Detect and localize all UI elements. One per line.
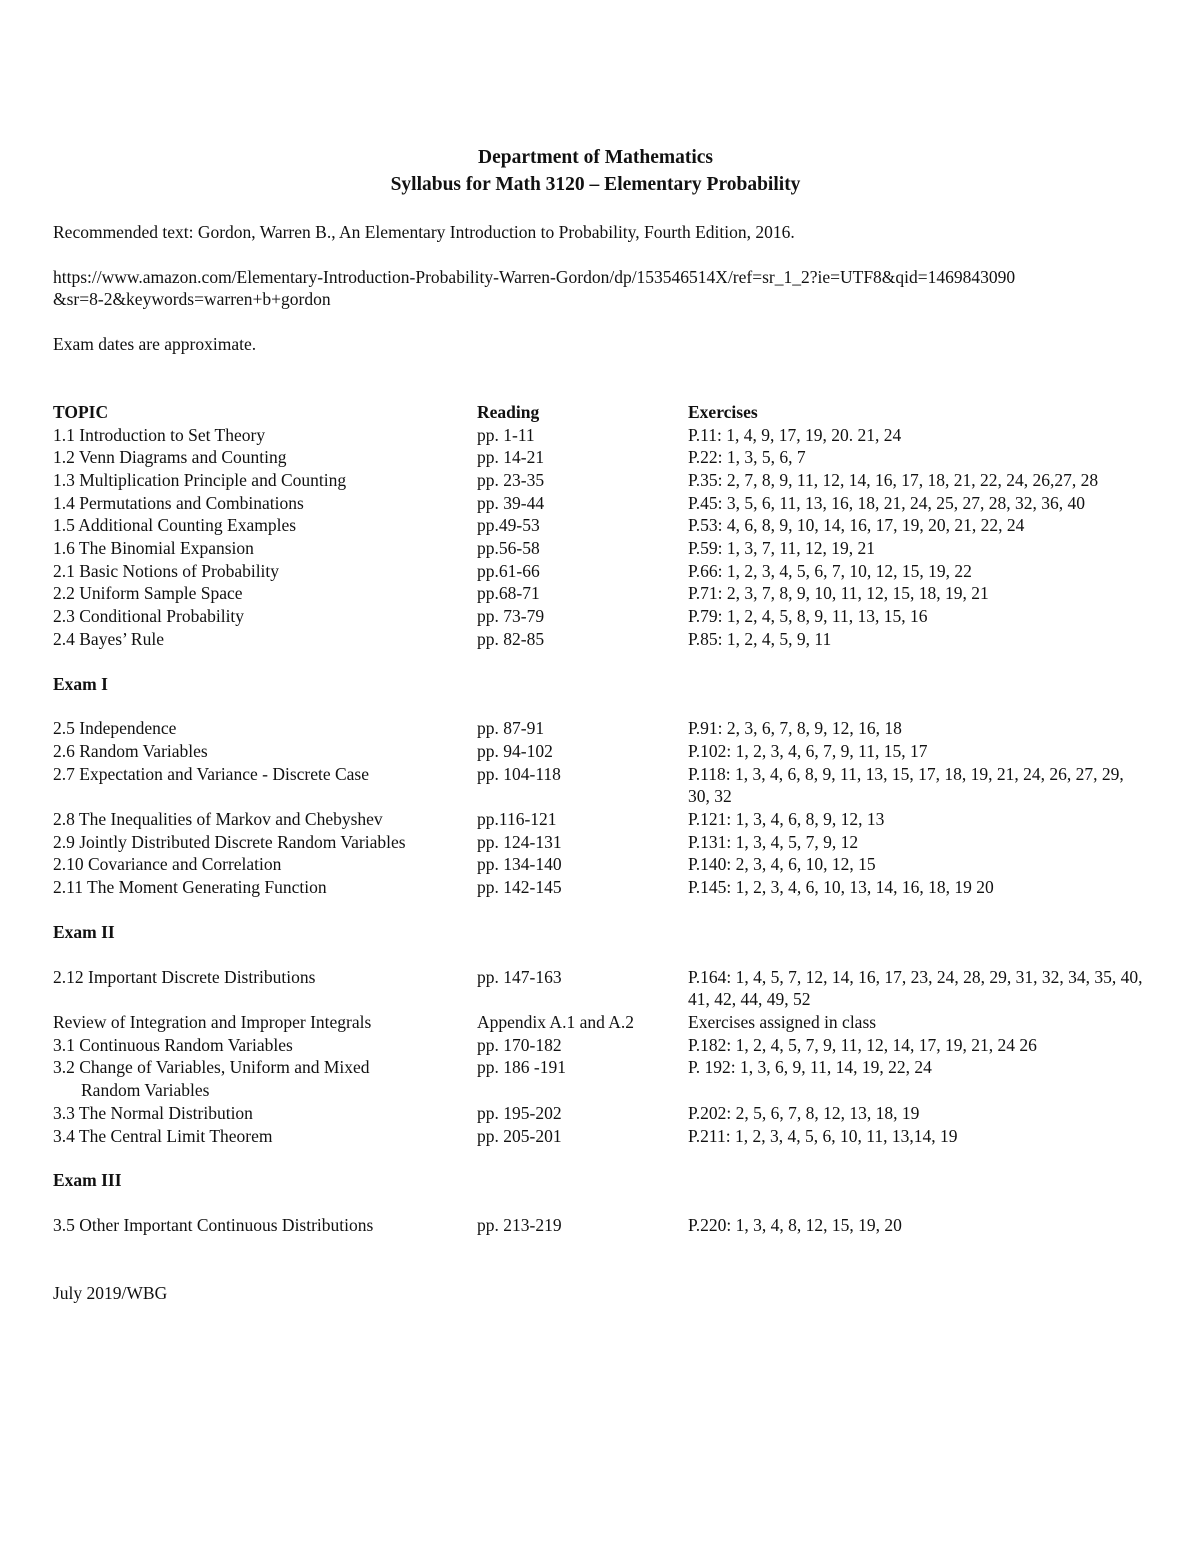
exercises-cell: P.91: 2, 3, 6, 7, 8, 9, 12, 16, 18 xyxy=(688,718,902,739)
table-row xyxy=(53,1034,1153,1057)
reading-cell: pp. 170-182 xyxy=(477,1034,562,1055)
reading-cell: pp. 195-202 xyxy=(477,1102,562,1123)
exercises-cell: P.53: 4, 6, 8, 9, 10, 14, 16, 17, 19, 20, 21, 22, 24 xyxy=(688,515,1025,536)
table-row xyxy=(53,740,1153,763)
topic-cell xyxy=(53,763,477,786)
reading-cell: pp. 186 -191 xyxy=(477,1057,566,1078)
reading-cell: pp. 39-44 xyxy=(477,492,545,513)
topic-cell xyxy=(53,831,477,854)
reading-cell: pp.68-71 xyxy=(477,583,540,604)
table-row xyxy=(53,469,1153,492)
schedule-block xyxy=(53,966,1153,1192)
table-row xyxy=(53,853,1153,876)
topic-text: 2.8 The Inequalities of Markov and Chebyshev xyxy=(53,809,383,830)
reading-cell: pp. 87-91 xyxy=(477,718,545,739)
document-header xyxy=(53,144,1138,198)
topic-text: 2.12 Important Discrete Distributions xyxy=(53,966,316,987)
topic-cell xyxy=(53,1056,477,1101)
topic-text: 1.5 Additional Counting Examples xyxy=(53,515,297,536)
exercises-cell: P.220: 1, 3, 4, 8, 12, 15, 19, 20 xyxy=(688,1214,902,1235)
table-row xyxy=(53,537,1153,560)
topic-cell xyxy=(53,537,477,560)
reading-cell: pp. 205-201 xyxy=(477,1125,562,1146)
topic-text: 2.2 Uniform Sample Space xyxy=(53,583,243,604)
exercises-cell: P.145: 1, 2, 3, 4, 6, 10, 13, 14, 16, 18, 19 20 xyxy=(688,877,994,898)
table-row xyxy=(53,1214,1153,1237)
topic-cell xyxy=(53,876,477,899)
table-row xyxy=(53,763,1153,808)
table-row xyxy=(53,514,1153,537)
topic-text: 3.1 Continuous Random Variables xyxy=(53,1034,293,1055)
exercises-cell: P.164: 1, 4, 5, 7, 12, 14, 16, 17, 23, 24, 28, 29, 31, 32, 34, 35, 40, 41, 42, 44, 49, 52 xyxy=(688,966,1143,1010)
topic-column-header: TOPIC xyxy=(53,401,109,422)
reading-cell: pp. 73-79 xyxy=(477,606,545,627)
exercises-cell: P. 192: 1, 3, 6, 9, 11, 14, 19, 22, 24 xyxy=(688,1057,932,1078)
topic-text: 2.6 Random Variables xyxy=(53,740,208,761)
table-row xyxy=(53,446,1153,469)
reading-cell: Appendix A.1 and A.2 xyxy=(477,1011,635,1032)
table-row xyxy=(53,808,1153,831)
topic-cell xyxy=(53,1214,477,1237)
exercises-cell: P.71: 2, 3, 7, 8, 9, 10, 11, 12, 15, 18, 19, 21 xyxy=(688,583,989,604)
topic-text: 2.3 Conditional Probability xyxy=(53,606,245,627)
exercises-cell: P.79: 1, 2, 4, 5, 8, 9, 11, 13, 15, 16 xyxy=(688,606,928,627)
course-title: Syllabus for Math 3120 – Elementary Probability xyxy=(390,174,801,195)
reading-cell: pp. 142-145 xyxy=(477,877,562,898)
exam-heading: Exam III xyxy=(53,1170,122,1191)
table-row xyxy=(53,1102,1153,1125)
reading-cell: pp.56-58 xyxy=(477,538,540,559)
reading-column-header: Reading xyxy=(477,401,540,422)
topic-text: 2.4 Bayes’ Rule xyxy=(53,628,164,649)
table-row xyxy=(53,560,1153,583)
reading-cell: pp. 23-35 xyxy=(477,469,545,490)
table-row xyxy=(53,831,1153,854)
schedule-table xyxy=(53,424,1153,1237)
topic-cell xyxy=(53,514,477,537)
reading-cell: pp. 104-118 xyxy=(477,763,561,784)
reading-cell: pp. 14-21 xyxy=(477,447,545,468)
reading-cell: pp. 94-102 xyxy=(477,740,553,761)
table-row xyxy=(53,966,1153,1011)
topic-cell xyxy=(53,1102,477,1125)
exam-heading: Exam I xyxy=(53,673,108,694)
topic-text: 3.3 The Normal Distribution xyxy=(53,1102,253,1123)
exam-heading: Exam II xyxy=(53,921,115,942)
exercises-cell: P.182: 1, 2, 4, 5, 7, 9, 11, 12, 14, 17, 19, 21, 24 26 xyxy=(688,1034,1037,1055)
table-header-row xyxy=(53,401,1153,424)
reading-cell: pp. 147-163 xyxy=(477,966,562,987)
exercises-cell: P.131: 1, 3, 4, 5, 7, 9, 12 xyxy=(688,831,859,852)
topic-text: 2.7 Expectation and Variance - Discrete Case xyxy=(53,763,370,784)
exercises-cell: P.85: 1, 2, 4, 5, 9, 11 xyxy=(688,628,832,649)
url-line-2[interactable]: &sr=8-2&keywords=warren+b+gordon xyxy=(53,289,331,310)
topic-text: 2.10 Covariance and Correlation xyxy=(53,854,282,875)
department-title: Department of Mathematics xyxy=(477,147,713,168)
table-row xyxy=(53,717,1153,740)
exercises-cell: P.140: 2, 3, 4, 6, 10, 12, 15 xyxy=(688,854,876,875)
topic-text-continued: Random Variables xyxy=(81,1080,210,1101)
topic-cell xyxy=(53,1125,477,1148)
topic-text: 3.4 The Central Limit Theorem xyxy=(53,1125,273,1146)
topic-text: 1.2 Venn Diagrams and Counting xyxy=(53,447,287,468)
topic-text: 1.4 Permutations and Combinations xyxy=(53,492,304,513)
topic-text: 1.1 Introduction to Set Theory xyxy=(53,424,266,445)
reading-cell: pp.61-66 xyxy=(477,560,540,581)
topic-text: 2.1 Basic Notions of Probability xyxy=(53,560,280,581)
topic-text: 2.9 Jointly Distributed Discrete Random Variables xyxy=(53,831,406,852)
table-row xyxy=(53,1056,1153,1101)
topic-cell xyxy=(53,560,477,583)
exercises-cell: P.45: 3, 5, 6, 11, 13, 16, 18, 21, 24, 25, 27, 28, 32, 36, 40 xyxy=(688,492,1086,513)
schedule-block xyxy=(53,424,1153,696)
footer-date: July 2019/WBG xyxy=(53,1282,168,1303)
reading-cell: pp. 134-140 xyxy=(477,854,562,875)
exercises-cell: P.118: 1, 3, 4, 6, 8, 9, 11, 13, 15, 17, 18, 19, 21, 24, 26, 27, 29, 30, 32 xyxy=(688,763,1124,807)
topic-text: 3.5 Other Important Continuous Distributions xyxy=(53,1214,374,1235)
reading-cell: pp. 124-131 xyxy=(477,831,562,852)
url-line-1[interactable]: https://www.amazon.com/Elementary-Introduction-Probability-Warren-Gordon/dp/153546514X/ref=sr_1_2?ie=UTF8&qid=1469843090 xyxy=(53,266,1016,287)
table-row xyxy=(53,876,1153,899)
topic-cell xyxy=(53,446,477,469)
topic-cell xyxy=(53,853,477,876)
exercises-cell: P.211: 1, 2, 3, 4, 5, 6, 10, 11, 13,14, 19 xyxy=(688,1125,958,1146)
table-row xyxy=(53,605,1153,628)
topic-cell xyxy=(53,424,477,447)
reading-cell: pp. 82-85 xyxy=(477,628,545,649)
exercises-cell: P.66: 1, 2, 3, 4, 5, 6, 7, 10, 12, 15, 19, 22 xyxy=(688,560,972,581)
syllabus-page xyxy=(53,144,1153,1304)
exercises-cell: P.121: 1, 3, 4, 6, 8, 9, 12, 13 xyxy=(688,809,885,830)
table-row xyxy=(53,492,1153,515)
exercises-cell: P.59: 1, 3, 7, 11, 12, 19, 21 xyxy=(688,538,876,559)
exercises-cell: P.11: 1, 4, 9, 17, 19, 20. 21, 24 xyxy=(688,424,902,445)
table-row xyxy=(53,1011,1153,1034)
topic-cell xyxy=(53,1034,477,1057)
recommended-text: Recommended text: Gordon, Warren B., An Elementary Introduction to Probability, Fourth Edition, 2016. xyxy=(53,222,795,242)
topic-cell xyxy=(53,740,477,763)
topic-cell xyxy=(53,717,477,740)
reading-cell: pp. 213-219 xyxy=(477,1214,562,1235)
topic-text: 3.2 Change of Variables, Uniform and Mixed xyxy=(53,1057,370,1078)
topic-text: Review of Integration and Improper Integrals xyxy=(53,1011,372,1032)
topic-text: 2.5 Independence xyxy=(53,718,177,739)
exercises-cell: P.22: 1, 3, 5, 6, 7 xyxy=(688,447,806,468)
exercises-cell: P.35: 2, 7, 8, 9, 11, 12, 14, 16, 17, 18, 21, 22, 24, 26,27, 28 xyxy=(688,469,1099,490)
exercises-cell: P.102: 1, 2, 3, 4, 6, 7, 9, 11, 15, 17 xyxy=(688,740,928,761)
topic-text: 1.6 The Binomial Expansion xyxy=(53,538,254,559)
topic-cell xyxy=(53,1011,477,1034)
reading-cell: pp.116-121 xyxy=(477,809,557,830)
exercises-cell: P.202: 2, 5, 6, 7, 8, 12, 13, 18, 19 xyxy=(688,1102,920,1123)
exercises-column-header: Exercises xyxy=(688,401,758,422)
topic-cell xyxy=(53,966,477,989)
topic-text: 1.3 Multiplication Principle and Counting xyxy=(53,469,347,490)
topic-cell xyxy=(53,605,477,628)
exercises-cell: Exercises assigned in class xyxy=(688,1011,877,1032)
topic-cell xyxy=(53,628,477,651)
textbook-url[interactable] xyxy=(53,266,1153,311)
reading-cell: pp. 1-11 xyxy=(477,424,535,445)
table-row xyxy=(53,424,1153,447)
schedule-block xyxy=(53,717,1153,943)
schedule-block xyxy=(53,1214,1153,1237)
topic-text: 2.11 The Moment Generating Function xyxy=(53,877,327,898)
topic-cell xyxy=(53,492,477,515)
exam-note: Exam dates are approximate. xyxy=(53,334,257,355)
table-row xyxy=(53,628,1153,651)
reading-cell: pp.49-53 xyxy=(477,515,540,536)
table-row xyxy=(53,1125,1153,1148)
topic-cell xyxy=(53,469,477,492)
table-row xyxy=(53,582,1153,605)
topic-cell xyxy=(53,582,477,605)
topic-cell xyxy=(53,808,477,831)
